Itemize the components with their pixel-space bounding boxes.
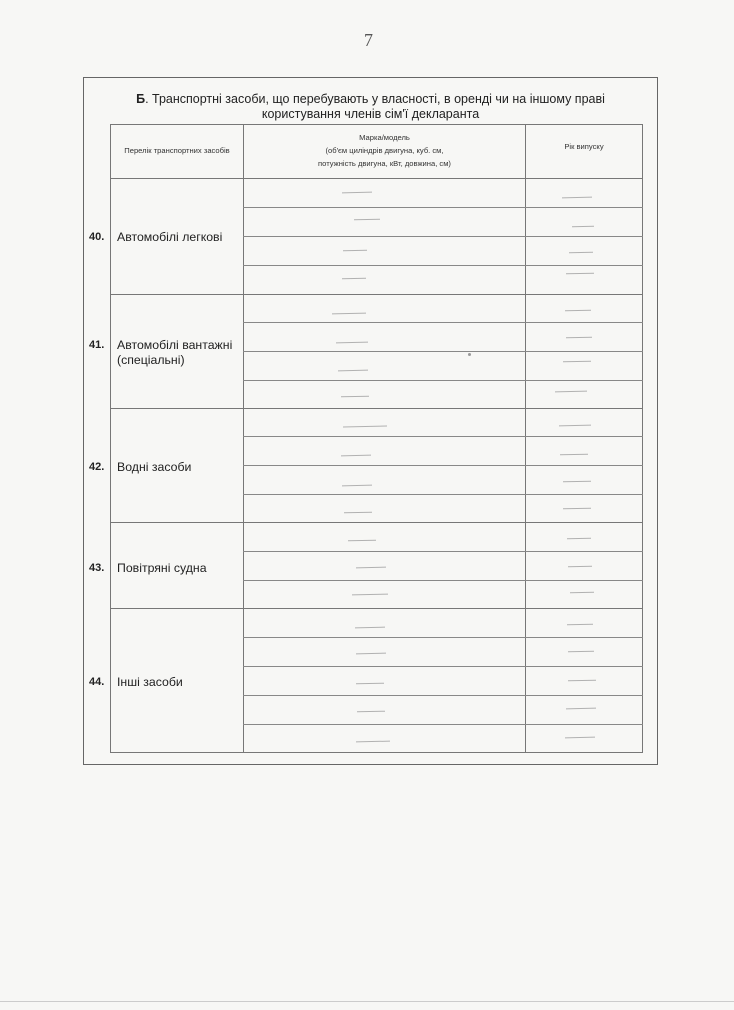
subrow-line — [243, 494, 643, 495]
page-number: 7 — [364, 30, 373, 50]
page-bottom-edge — [0, 1001, 734, 1002]
header-bottom-line — [110, 178, 643, 179]
section-title-line1: . Транспортні засоби, що перебувають у власності, в оренді чи на іншому праві — [145, 92, 605, 106]
group-line-42 — [110, 408, 643, 409]
row-number-44: 44. — [89, 676, 105, 688]
header-make-model — [245, 131, 524, 170]
row-label-41-line2: (спеціальні) — [117, 353, 185, 367]
group-line-44 — [110, 608, 643, 609]
col-divider-2 — [525, 124, 526, 753]
row-label-41 — [117, 338, 232, 368]
header-make-model-line2: (об'єм циліндрів двигуна, куб. см, — [325, 146, 444, 155]
subrow-line — [243, 236, 643, 237]
section-title — [84, 92, 657, 122]
row-label-43: Повітряні судна — [117, 561, 207, 575]
header-make-model-title: Марка/модель — [359, 133, 410, 142]
subrow-line — [243, 380, 643, 381]
col-divider-1 — [243, 124, 244, 753]
header-make-model-line3: потужність двигуна, кВт, довжина, см) — [318, 159, 451, 168]
subrow-line — [243, 207, 643, 208]
ink-dot — [468, 353, 471, 356]
subrow-line — [243, 465, 643, 466]
row-number-40: 40. — [89, 231, 105, 243]
col-divider-right — [642, 124, 643, 753]
row-number-43: 43. — [89, 562, 105, 574]
table-bottom-line — [110, 752, 643, 753]
subrow-line — [243, 637, 643, 638]
subrow-line — [243, 351, 643, 352]
subrow-line — [243, 724, 643, 725]
header-list: Перелік транспортних засобів — [124, 146, 230, 155]
subrow-line — [243, 265, 643, 266]
subrow-line — [243, 695, 643, 696]
row-label-44: Інші засоби — [117, 675, 183, 689]
group-line-41 — [110, 294, 643, 295]
header-year: Рік випуску — [564, 142, 604, 151]
subrow-line — [243, 666, 643, 667]
group-line-43 — [110, 522, 643, 523]
row-number-42: 42. — [89, 461, 105, 473]
section-letter: Б — [136, 92, 146, 106]
subrow-line — [243, 580, 643, 581]
subrow-line — [243, 322, 643, 323]
row-label-42: Водні засоби — [117, 460, 192, 474]
subrow-line — [243, 551, 643, 552]
subrow-line — [243, 436, 643, 437]
section-title-line2: користування членів сім'ї декларанта — [261, 107, 480, 121]
row-label-40: Автомобілі легкові — [117, 230, 223, 244]
row-label-41-line1: Автомобілі вантажні — [117, 338, 233, 352]
row-number-41: 41. — [89, 339, 105, 351]
